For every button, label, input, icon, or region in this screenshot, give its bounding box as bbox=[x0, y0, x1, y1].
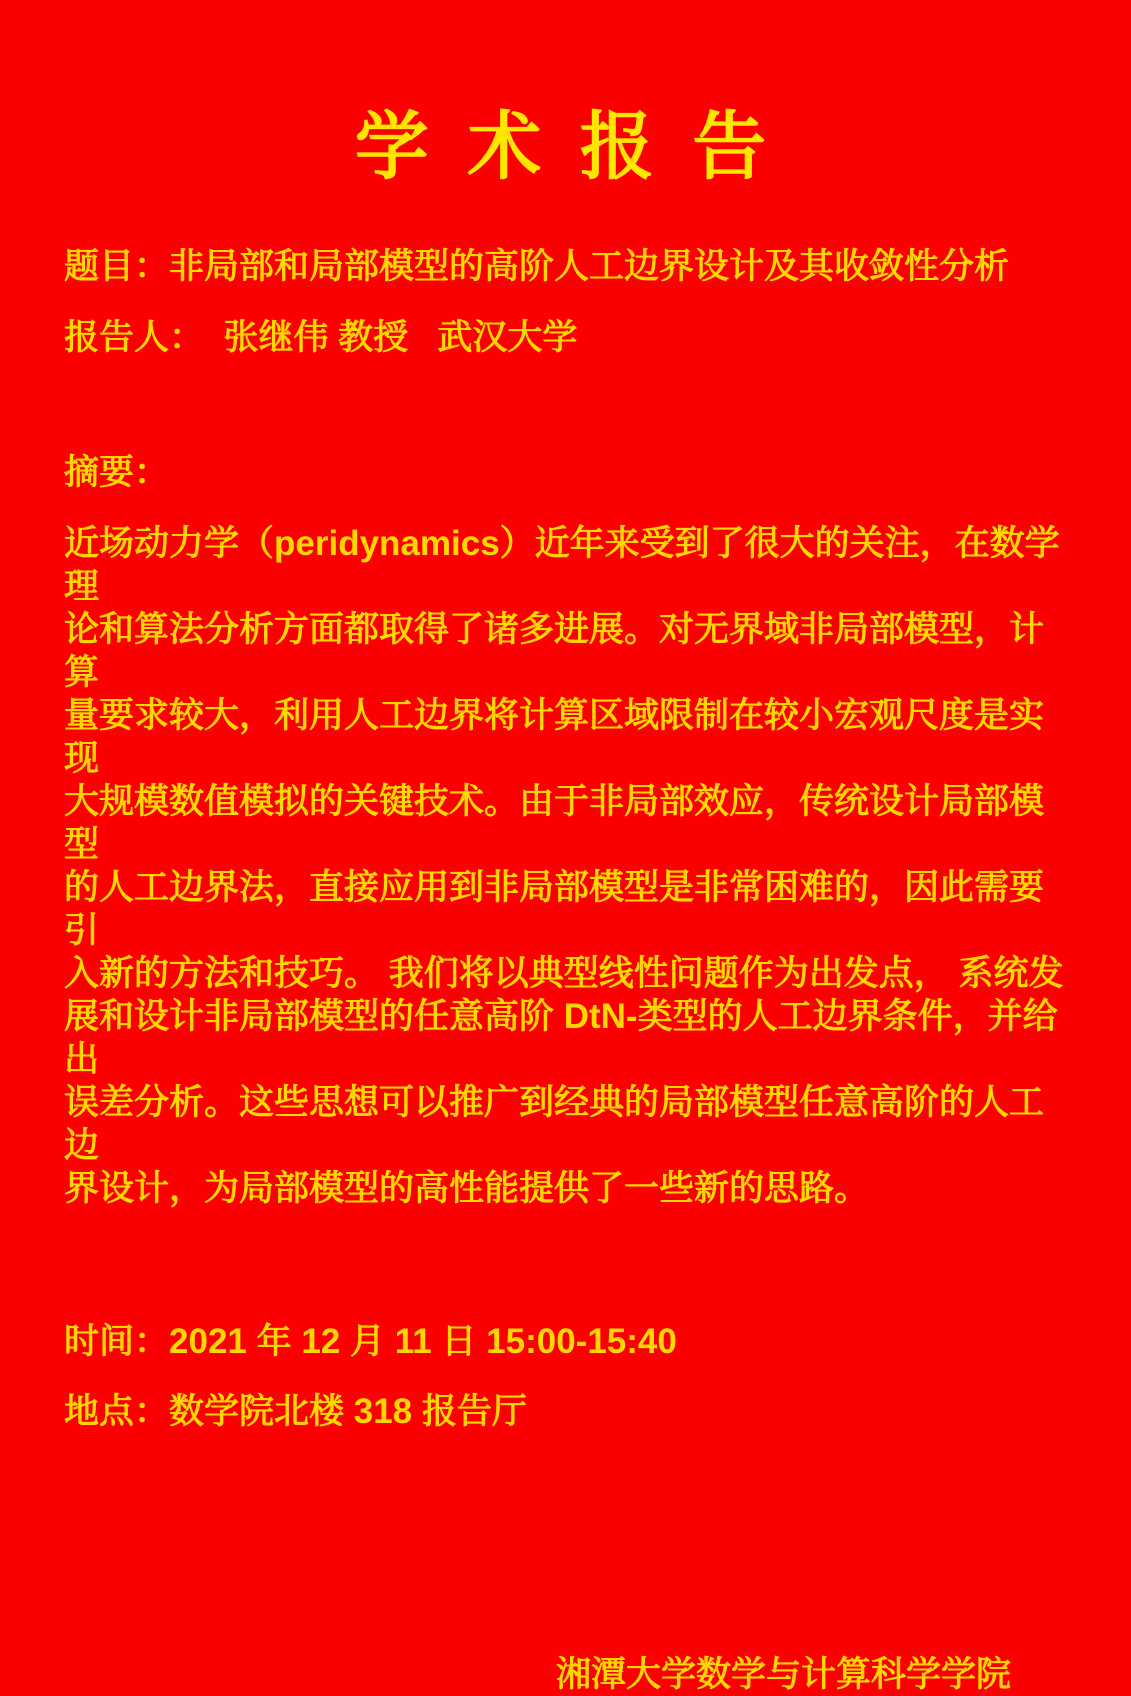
topic-line bbox=[64, 245, 1067, 288]
speaker-value: 张继伟 教授 武汉大学 bbox=[204, 317, 578, 357]
abstract-label: 摘要： bbox=[64, 452, 170, 492]
abstract-line-5: 的人工边界法，直接应用到非局部模型是非常困难的，因此需要引 bbox=[64, 867, 1045, 950]
time-value: 2021 年 12 月 11 日 15:00-15:40 bbox=[169, 1321, 677, 1361]
abstract-line-9: 界设计，为局部模型的高性能提供了一些新的思路。 bbox=[64, 1168, 870, 1208]
abstract-paragraph bbox=[64, 522, 1067, 1210]
abstract-line-7: 展和设计非局部模型的任意高阶 DtN-类型的人工边界条件，并给出 bbox=[64, 996, 1058, 1079]
speaker-label: 报告人： bbox=[64, 317, 205, 357]
venue-label: 地点： bbox=[64, 1391, 170, 1431]
abstract-line-4: 大规模数值模拟的关键技术。由于非局部效应，传统设计局部模型 bbox=[64, 781, 1045, 864]
abstract-line-2: 论和算法分析方面都取得了诸多进展。对无界域非局部模型，计算 bbox=[64, 609, 1045, 692]
topic-label: 题目： bbox=[64, 246, 170, 286]
abstract-line-3: 量要求较大，利用人工边界将计算区域限制在较小宏观尺度是实现 bbox=[64, 695, 1045, 778]
abstract-line-6: 入新的方法和技巧。 我们将以典型线性问题作为出发点， 系统发 bbox=[64, 953, 1064, 993]
organizer-line: 湘潭大学数学与计算科学学院 bbox=[555, 1654, 1011, 1694]
abstract-line-8: 误差分析。这些思想可以推广到经典的局部模型任意高阶的人工边 bbox=[64, 1082, 1045, 1165]
time-line bbox=[64, 1320, 1067, 1363]
venue-line bbox=[64, 1390, 1067, 1433]
venue-value: 数学院北楼 318 报告厅 bbox=[169, 1391, 527, 1431]
abstract-line-1: 近场动力学（peridynamics）近年来受到了很大的关注，在数学理 bbox=[64, 523, 1060, 606]
poster-title: 学 术 报 告 bbox=[354, 107, 777, 189]
topic-value: 非局部和局部模型的高阶人工边界设计及其收敛性分析 bbox=[169, 246, 1010, 286]
time-label: 时间： bbox=[64, 1321, 170, 1361]
speaker-line bbox=[64, 316, 1067, 359]
